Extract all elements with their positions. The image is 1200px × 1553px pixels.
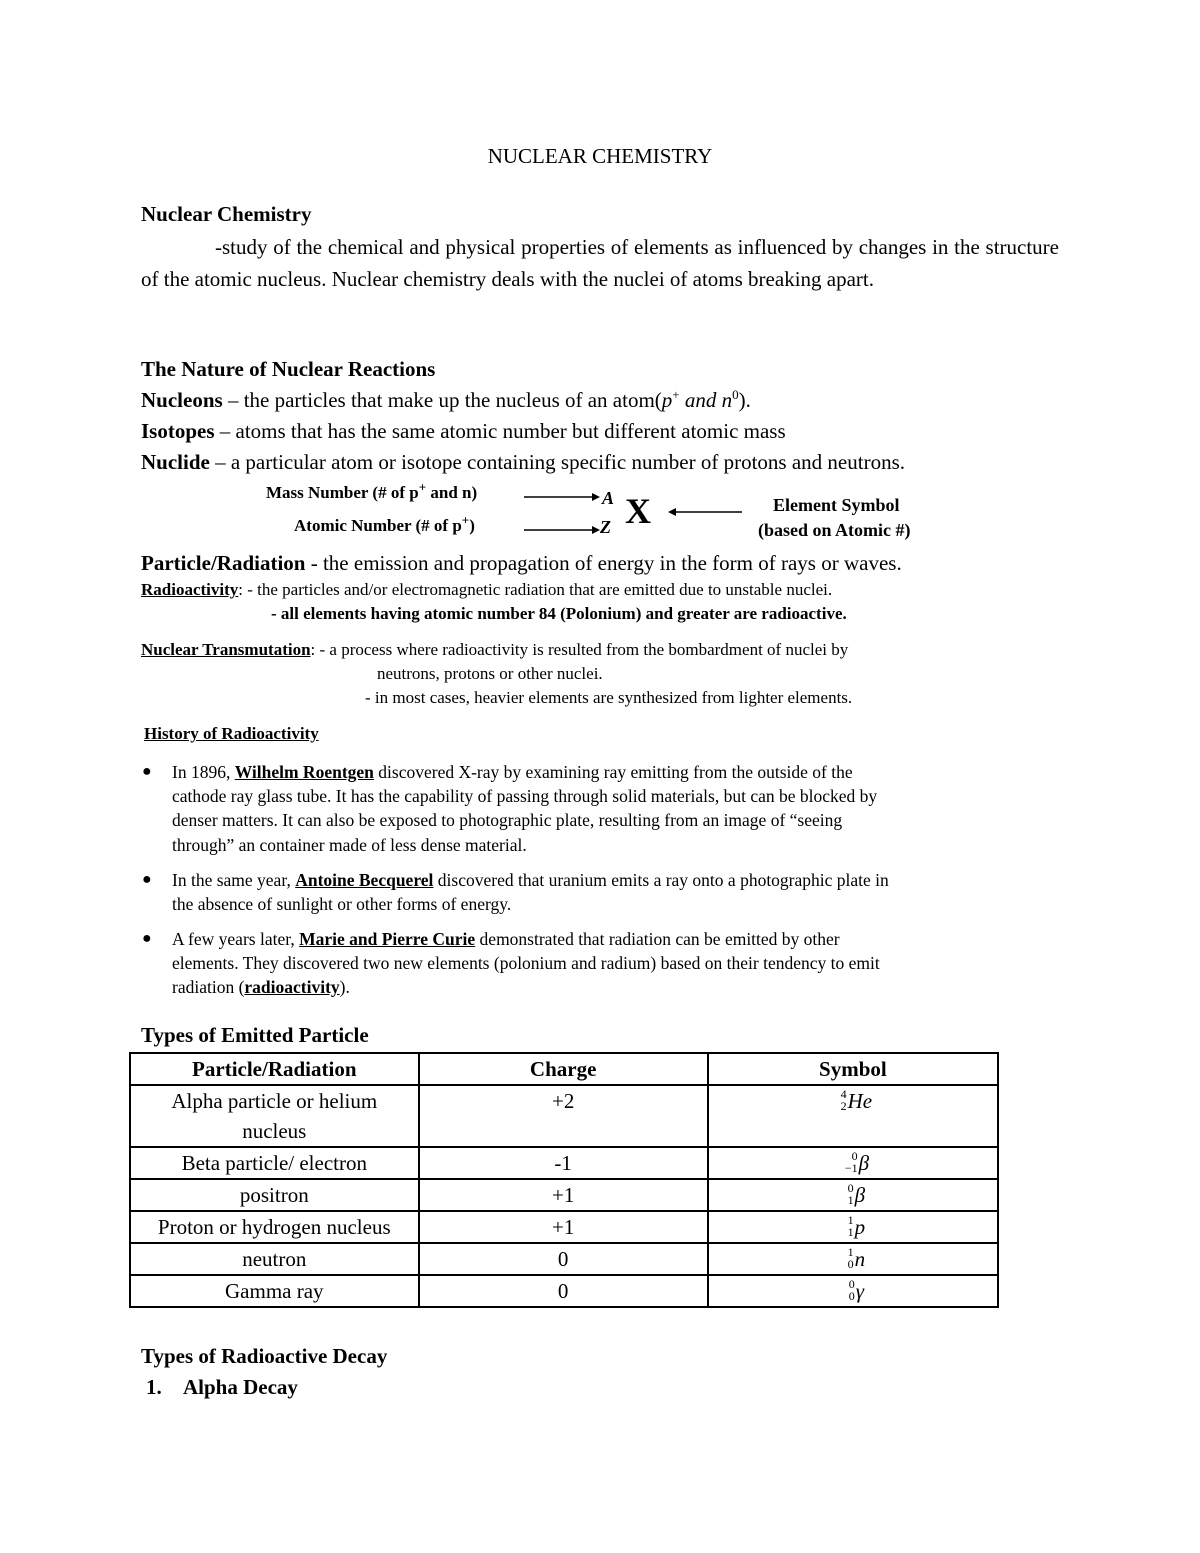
transmutation-line: Nuclear Transmutation: - a process where radioactivity is resulted from the bombardment of nuclei by (141, 640, 849, 659)
particle-symbol: 0 −1 β (708, 1147, 998, 1179)
particle-symbol: 1 1 p (708, 1211, 998, 1243)
column-header: Particle/Radiation (130, 1053, 419, 1085)
particle-symbol: 0 0 γ (708, 1275, 998, 1307)
particle-name: Gamma ray (130, 1275, 419, 1307)
nucleons-line: Nucleons – the particles that make up the nucleus of an atom(p+ and $n^0$). (141, 387, 751, 412)
heading-decay: Types of Radioactive Decay (141, 1344, 388, 1368)
table-row (130, 1275, 998, 1307)
isotopes-line: Isotopes – atoms that has the same atomic number but different atomic mass (141, 419, 786, 443)
table-row (130, 1211, 998, 1243)
particle-symbol: 0 1 β (708, 1179, 998, 1211)
heading-nature: The Nature of Nuclear Reactions (141, 357, 436, 381)
atomic-number-label: Atomic Number (# of p+) (294, 512, 475, 535)
column-header: Charge (419, 1053, 708, 1085)
element-x: X (625, 491, 651, 531)
transmutation-line-3: - in most cases, heavier elements are synthesized from lighter elements. (365, 688, 853, 707)
table-row (130, 1243, 998, 1275)
particle-symbol: 4 2 He (708, 1085, 998, 1147)
particle-name: neutron (130, 1243, 419, 1275)
column-header: Symbol (708, 1053, 998, 1085)
bullet-icon: ● (142, 763, 152, 780)
particle-charge: 0 (419, 1275, 708, 1307)
radioactivity-note: - all elements having atomic number 84 (Polonium) and greater are radioactive. (271, 604, 847, 623)
radiation-line: Particle/Radiation - the emission and propagation of energy in the form of rays or waves. (141, 551, 902, 575)
heading-nuclear-chemistry: Nuclear Chemistry (141, 202, 312, 226)
particle-charge: -1 (419, 1147, 708, 1179)
decay-item-number: 1. (146, 1375, 162, 1399)
nucleons-term: Nucleons (141, 388, 223, 412)
definition-paragraph: -study of the chemical and physical properties of elements as influenced by changes in the structure of the atomic nucleus. Nuclear chemistry deals with the nuclei of atoms breaking apart. (141, 235, 1059, 291)
particle-charge: +2 (419, 1085, 708, 1147)
bullet-icon: ● (142, 871, 152, 888)
history-item-becquerel: In the same year, Antoine Becquerel discovered that uranium emits a ray onto a photographic plate in the absence of sunlight or other forms of energy. (172, 870, 889, 915)
table-row (130, 1147, 998, 1179)
mass-number-a: A (602, 488, 615, 508)
table-row (130, 1179, 998, 1211)
table-row (130, 1085, 998, 1147)
emitted-particles-table (129, 1052, 999, 1308)
particle-symbol: 1 0 n (708, 1243, 998, 1275)
radioactivity-line: Radioactivity: - the particles and/or electromagnetic radiation that are emitted due to unstable nuclei. (141, 580, 833, 599)
particle-name: Proton or hydrogen nucleus (130, 1211, 419, 1243)
bullet-icon: ● (142, 930, 152, 947)
decay-item-alpha: Alpha Decay (183, 1375, 298, 1399)
heading-emitted: Types of Emitted Particle (141, 1023, 369, 1047)
particle-charge: +1 (419, 1179, 708, 1211)
history-heading: History of Radioactivity (144, 724, 319, 743)
table-header-row (130, 1053, 998, 1085)
atomic-number-z: Z (600, 517, 611, 537)
particle-charge: 0 (419, 1243, 708, 1275)
particle-name: positron (130, 1179, 419, 1211)
mass-number-label: Mass Number (# of p+ and n) (266, 479, 478, 502)
particle-charge: +1 (419, 1211, 708, 1243)
element-symbol-label: Element Symbol (773, 495, 900, 515)
particle-name: Alpha particle or helium nucleus (130, 1085, 419, 1147)
nuclide-line: Nuclide – a particular atom or isotope containing specific number of protons and neutrons. (141, 450, 905, 474)
based-on-atomic-label: (based on Atomic #) (758, 520, 911, 540)
history-item-curie: A few years later, Marie and Pierre Curie demonstrated that radiation can be emitted by other elements. They discovered two new elements (polonium and radium) based on their tendency to emit radiation (radioactivity). (172, 929, 880, 998)
transmutation-line-2: neutrons, protons or other nuclei. (377, 664, 603, 683)
page-title: NUCLEAR CHEMISTRY (487, 144, 713, 168)
history-item-roentgen: In 1896, Wilhelm Roentgen discovered X-ray by examining ray emitting from the outside of the cathode ray glass tube. It has the capability of passing through solid materials, but can be blocked by denser matters. It can also be exposed to photographic plate, resulting from an image of “seeing through” an container made of less dense material. (172, 762, 878, 855)
particle-name: Beta particle/ electron (130, 1147, 419, 1179)
